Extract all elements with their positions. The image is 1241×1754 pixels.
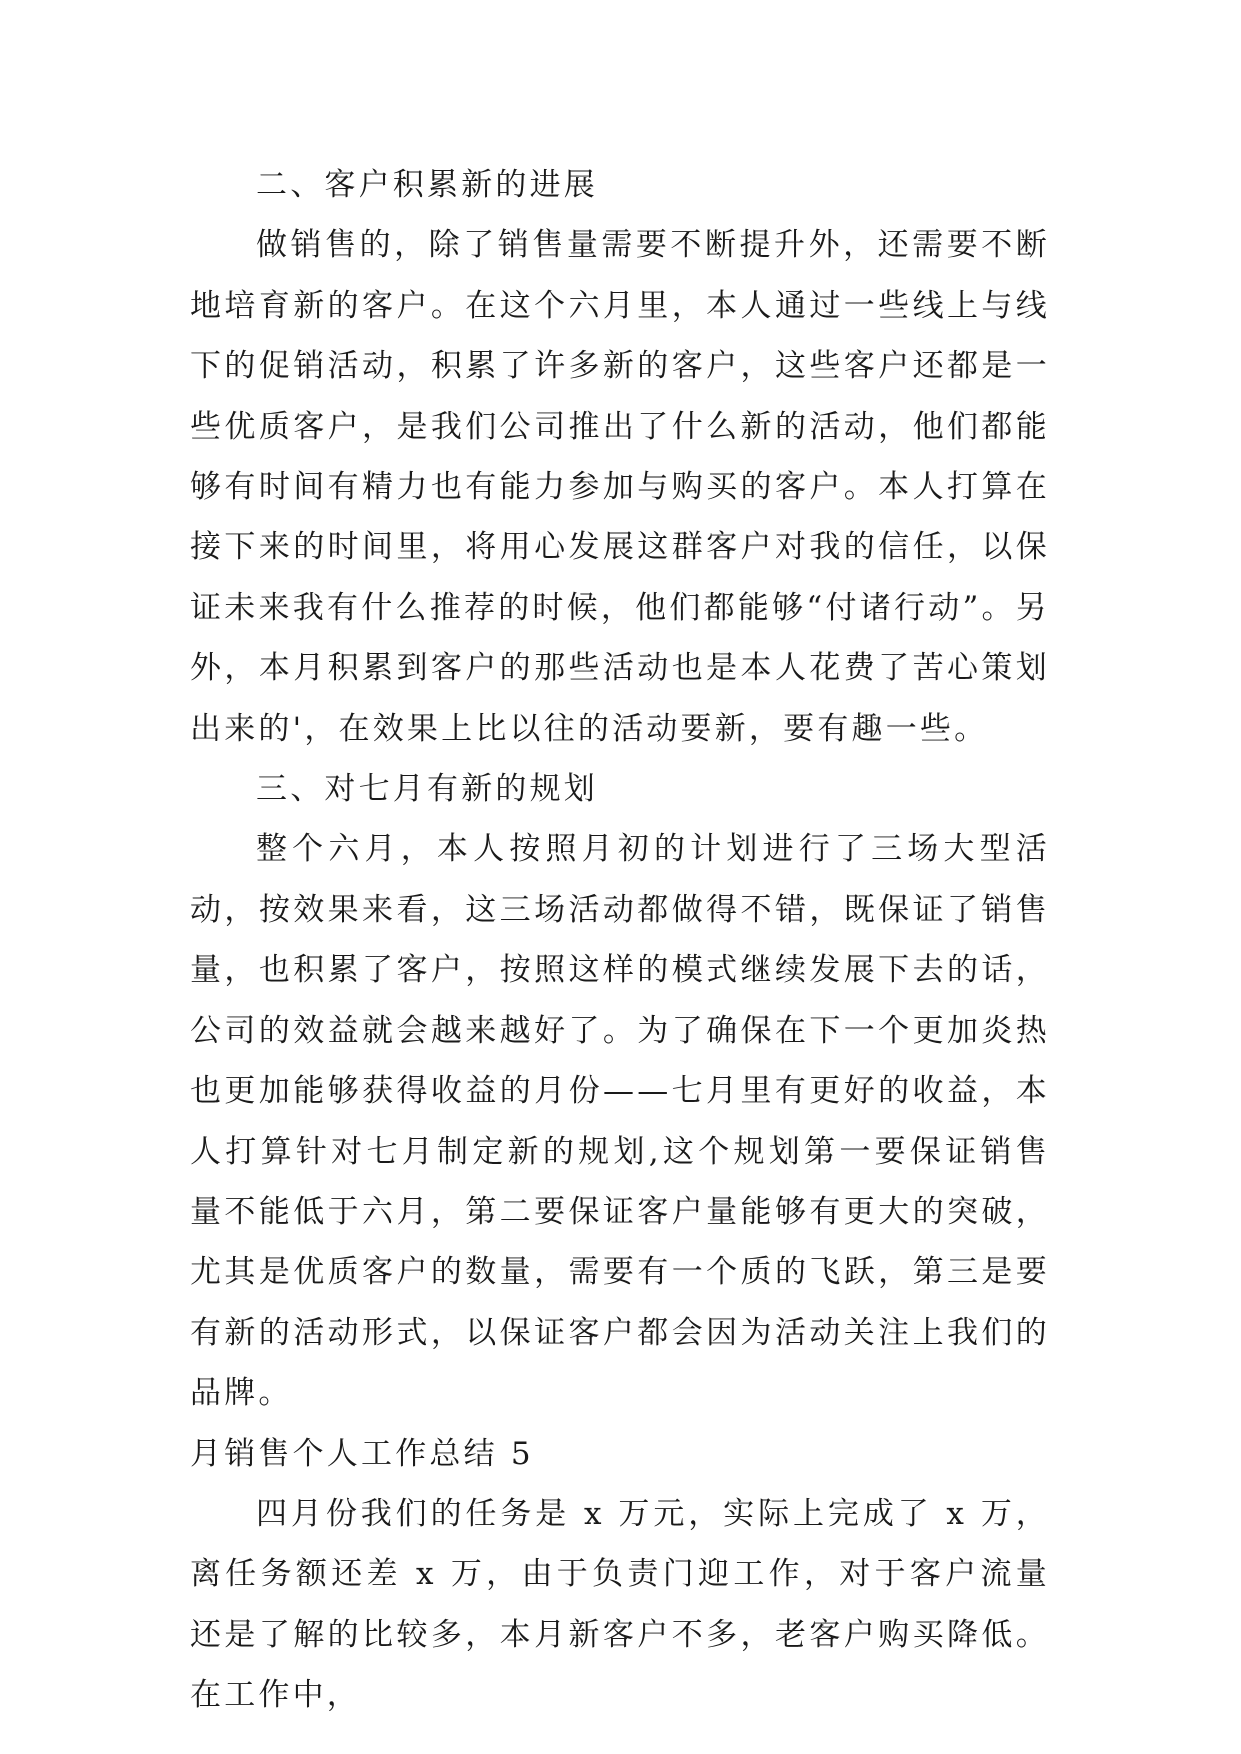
body-paragraph-april-summary: 四月份我们的任务是 x 万元，实际上完成了 x 万，离任务额还差 x 万，由于负责门迎工作，对于客户流量还是了解的比较多，本月新客户不多，老客户购买降低。在工作中， [190, 1495, 1050, 1714]
body-paragraph-customer-accumulation: 做销售的，除了销售量需要不断提升外，还需要不断地培育新的客户。在这个六月里，本人通过一些线上与线下的促销活动，积累了许多新的客户，这些客户还都是一些优质客户，是我们公司推出了什么新的活动，他们都能够有时间有精力也有能力参加与购买的客户。本人打算在接下来的时间里，将用心发展这群客户对我的信任，以保证未来我有什么推荐的时候，他们都能够“付诸行动”。另外，本月积累到客户的那些活动也是本人花费了苦心策划出来的'，在效果上比以往的活动要新，要有趣一些。 [190, 227, 1050, 747]
body-paragraph-july-plan: 整个六月，本人按照月初的计划进行了三场大型活动，按效果来看，这三场活动都做得不错，既保证了销售量，也积累了客户，按照这样的模式继续发展下去的话，公司的效益就会越来越好了。为了确保在下一个更加炎热也更加能够获得收益的月份——七月里有更好的收益，本人打算针对七月制定新的规划,这个规划第一要保证销售量不能低于六月，第二要保证客户量能够有更大的突破，尤其是优质客户的数量，需要有一个质的飞跃，第三是要有新的活动形式，以保证客户都会因为活动关注上我们的品牌。 [190, 831, 1050, 1412]
section-heading-july-plan: 三、对七月有新的规划 [256, 771, 598, 808]
document-body [190, 155, 1050, 1726]
document-section-title: 月销售个人工作总结 5 [190, 1435, 534, 1472]
section-heading-customer-accumulation: 二、客户积累新的进展 [256, 167, 598, 203]
